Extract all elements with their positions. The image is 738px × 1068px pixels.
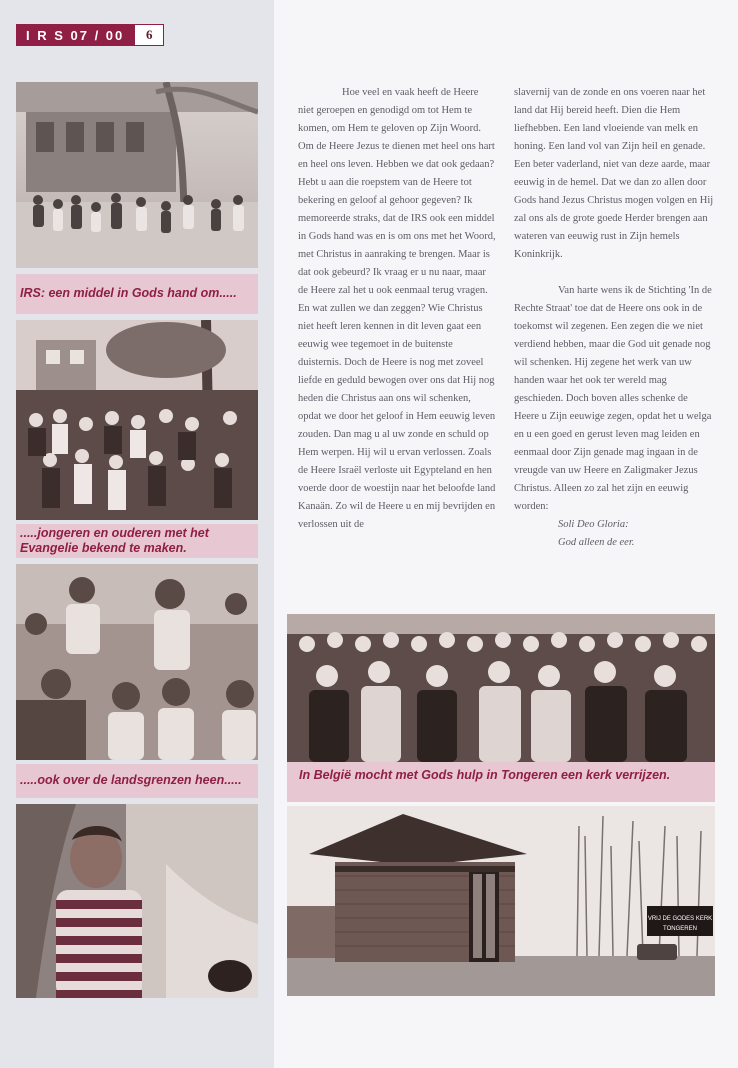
photo-church-tongeren <box>287 806 715 996</box>
issue-label: I R S 07 / 00 <box>16 24 134 46</box>
photo-children-playground <box>16 82 258 268</box>
caption-photo-3: .....ook over de landsgrenzen heen..... <box>16 764 258 798</box>
church-sign-line-1: VRIJ DE GODES KERK <box>647 916 713 922</box>
caption-photo-2: .....jongeren en ouderen met het Evangelie bekend te maken. <box>16 524 258 558</box>
article-column-2 <box>514 84 714 552</box>
page-header <box>16 24 164 46</box>
article-column-1 <box>298 84 496 534</box>
closing-dutch: God alleen de eer. <box>558 537 635 548</box>
photo-outdoor-gathering <box>16 320 258 520</box>
photo-congregation <box>287 614 715 762</box>
article-paragraph-3: Van harte wens ik de Stichting 'In de Rechte Straat' toe dat de Heere ons ook in de toekomst wil zegenen. Een zegen die we niet verdiend hebben, maar die God uit genade nog wil schenken. Hij zegene het werk van uw handen waar het ook ter wereld mag geschieden. Doch boven alles schenke de Heere u Zijn eeuwige zegen, opdat het u welga en u een goed en gerust leven mag leiden en eenmaal door Zijn genade mag ingaan in de vreugde van uw Heere en Zaligmaker Jezus Christus. Alleen zo zal het zijn en eeuwig worden: <box>514 285 712 512</box>
closing-latin: Soli Deo Gloria: <box>558 519 629 530</box>
church-sign-line-2: TONGEREN <box>663 926 697 932</box>
caption-congregation: In België mocht met Gods hulp in Tongeren een kerk verrijzen. <box>287 762 715 802</box>
page-number: 6 <box>134 24 164 46</box>
caption-photo-1: IRS: een middel in Gods hand om..... <box>16 274 258 314</box>
article-paragraph-1: Hoe veel en vaak heeft de Heere niet geroepen en genodigd om tot Hem te komen, om Hem te geloven op Zijn Woord. Om de Heere Jezus te dienen met heel ons hart en heel ons leven. Hebben we dat ook gedaan? Hebt u aan die roepstem van de Heere tot bekering en geloof al gehoor gegeven? Ik memoreerde straks, dat de IRS ook een middel in Gods hand was en is om ons met het Woord, met Christus in aanraking te brengen. Maar is dat ook gebeurd? Ik vraag er u nu naar, maar de Heere zal het u ook eenmaal terug vragen. En wat zullen we dan zeggen? Wie Christus niet heeft leren kennen in dit leven gaat een eeuwig wee tegemoet in de buitenste duisternis. Doch de Heere is nog met zoveel liefde en geduld bewogen over ons dat Hij nog heden die Christus aan ons wil schenken, opdat we door het geloof in Hem eeuwig leven zouden. Dan mag u al uw zonde en schuld op Hem werpen. Hij wil u ervan verlossen. Zoals de Heere Israël verloste uit Egypteland en hen voerde door de woestijn naar het beloofde land Kanaän. Zo wil de Heere u en mij bevrijden en verlossen uit de <box>298 87 496 530</box>
photo-boy-striped-shirt <box>16 804 258 998</box>
article-paragraph-2: slavernij van de zonde en ons voeren naar het land dat Hij bereid heeft. Dien die Hem liefhebben. Een land vloeiende van melk en honing. Een land vol van Zijn heil en genade. Een beter vaderland, niet van deze aarde, maar eeuwig in de hemel. Dat we dan zo allen door Gods hand Jezus Christus mogen volgen en Hij zal ons als de grote goede Herder brengen aan wateren van eeuwig rust in Zijn hemels Koninkrijk. <box>514 87 714 260</box>
photo-children-abroad <box>16 564 258 760</box>
